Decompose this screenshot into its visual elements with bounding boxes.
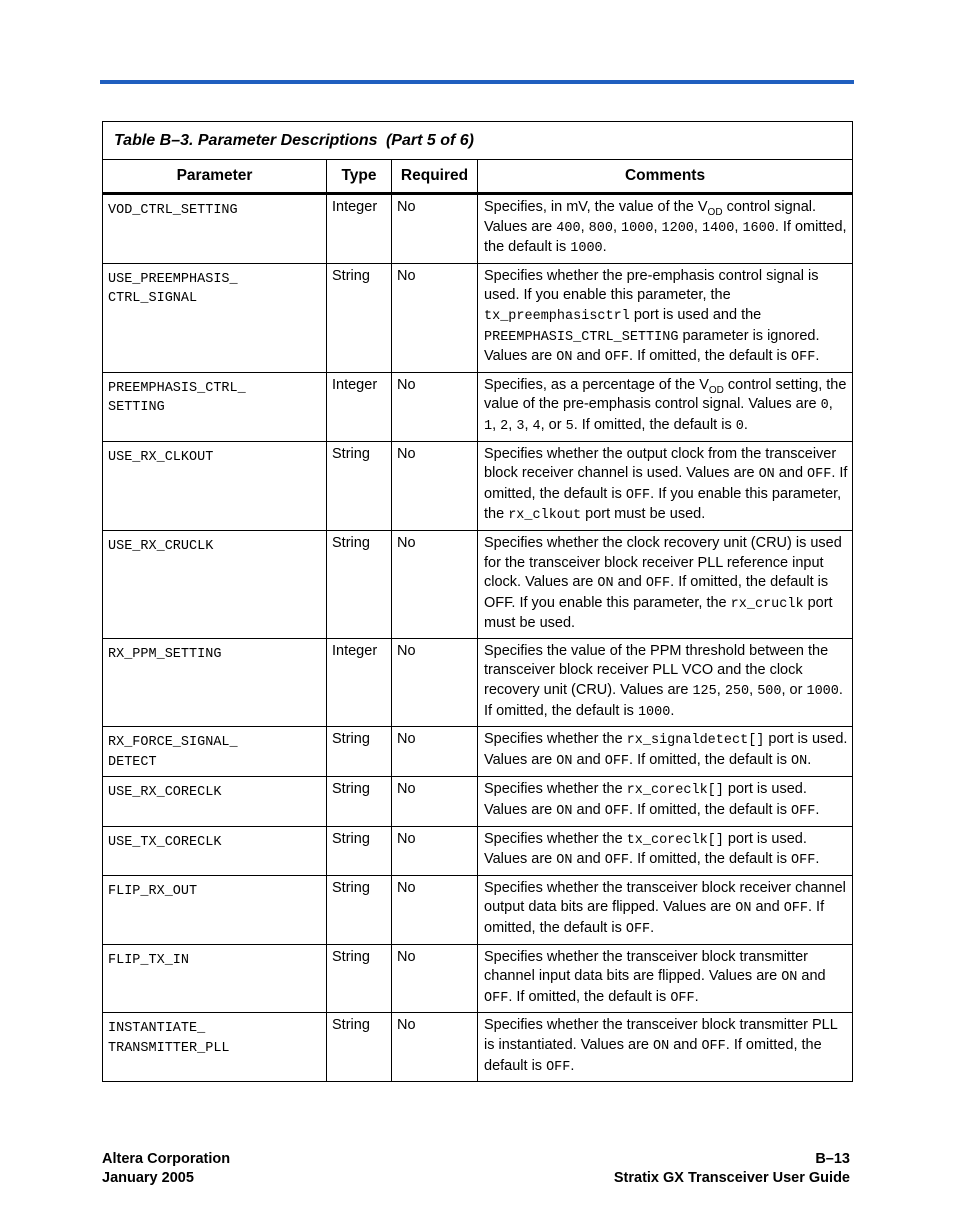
comment-text: .	[815, 851, 820, 868]
table-row	[103, 1013, 853, 1082]
comment-text: Specifies whether the output clock from the transceiver block receiver channel is used. Values are	[484, 445, 837, 482]
comment-text: . If omitted, the default is	[484, 218, 847, 256]
code-text: 250	[724, 684, 750, 700]
comment-text: . If omitted, the default is	[629, 348, 792, 365]
code-text: OFF	[604, 804, 630, 820]
comment-text: Specifies whether the transceiver block receiver channel output data bits are flipped. Values are	[484, 879, 846, 916]
code-text: ON	[556, 853, 573, 869]
comment-cell	[478, 875, 853, 944]
parameter-table	[102, 121, 853, 1082]
table-row	[103, 263, 853, 372]
parameter-name-line: TRANSMITTER_PLL	[108, 1040, 230, 1056]
subscript-text: OD	[707, 206, 723, 218]
code-text: rx_clkout	[508, 508, 582, 524]
footer-guide-title: Stratix GX Transceiver User Guide	[613, 1170, 850, 1186]
required-cell: No	[392, 638, 478, 726]
comment-text: Specifies whether the	[484, 731, 627, 748]
code-text: 4	[532, 418, 541, 434]
comment-text: Specifies the value of the PPM threshold between the transceiver block receiver PLL VCO and the clock recovery unit (CRU). Values are	[484, 642, 829, 699]
code-text: tx_preemphasisctrl	[484, 308, 630, 324]
comment-text: ,	[653, 218, 662, 235]
comment-text: .	[743, 416, 748, 433]
code-text: 125	[692, 684, 717, 700]
code-text: 0	[735, 418, 744, 434]
code-text: 2	[500, 418, 509, 434]
code-text: ON	[758, 467, 775, 483]
code-text: OFF	[546, 1059, 571, 1075]
parameter-name-line: USE_RX_CRUCLK	[108, 538, 214, 554]
code-text: OFF	[625, 487, 651, 503]
type-cell: String	[327, 727, 392, 777]
table-row	[103, 777, 853, 826]
code-text: tx_coreclk[]	[626, 832, 724, 848]
comment-text: Specifies whether the pre-emphasis control signal is used. If you enable this parameter, the	[484, 267, 819, 304]
type-cell: Integer	[327, 372, 392, 441]
table-caption-row	[103, 122, 853, 160]
table-row	[103, 372, 853, 441]
comment-text: . If omitted, the default is	[484, 465, 848, 502]
code-text: OFF	[625, 922, 651, 937]
comment-text: and	[572, 348, 605, 365]
parameter-cell	[103, 530, 327, 638]
header-parameter: Parameter	[103, 160, 327, 194]
parameter-cell	[103, 826, 327, 875]
parameter-name-line: SETTING	[108, 400, 165, 416]
comment-text: Specifies whether the transceiver block transmitter PLL is instantiated. Values are	[484, 1017, 838, 1053]
comment-text: . If omitted, the default is	[508, 988, 671, 1005]
comment-cell	[478, 194, 853, 264]
comment-text: .	[807, 751, 812, 768]
required-cell: No	[392, 875, 478, 944]
required-cell: No	[392, 530, 478, 638]
parameter-name-line: USE_RX_CORECLK	[108, 785, 222, 801]
required-cell: No	[392, 777, 478, 826]
code-text: 1000	[621, 220, 654, 236]
comment-cell	[478, 826, 853, 875]
footer-right	[614, 1150, 850, 1188]
required-cell: No	[392, 727, 478, 777]
header-type: Type	[327, 160, 392, 194]
code-text: 1400	[701, 220, 735, 236]
code-text: OFF	[791, 804, 816, 820]
comment-cell	[478, 727, 853, 777]
comment-text: . If omitted, the default is	[484, 682, 843, 719]
table-row	[103, 530, 853, 638]
parameter-cell	[103, 638, 327, 726]
comment-text: port is used. Values are	[484, 781, 807, 819]
required-cell: No	[392, 826, 478, 875]
parameter-cell	[103, 372, 327, 441]
parameter-cell	[103, 875, 327, 944]
comment-text: port must be used.	[581, 506, 706, 523]
comment-cell	[478, 530, 853, 638]
type-cell: String	[327, 263, 392, 372]
comment-text: ,	[524, 416, 533, 433]
parameter-name-line: USE_TX_CORECLK	[108, 834, 222, 850]
code-text: OFF	[791, 350, 816, 366]
type-cell: String	[327, 944, 392, 1013]
code-text: rx_coreclk[]	[626, 783, 724, 799]
parameter-name-line: INSTANTIATE_	[108, 1021, 206, 1037]
parameter-cell	[103, 1013, 327, 1082]
code-text: ON	[556, 753, 573, 769]
comment-text: Specifies whether the	[484, 781, 627, 798]
required-cell: No	[392, 1013, 478, 1082]
required-cell: No	[392, 372, 478, 441]
comment-text: ,	[492, 416, 501, 433]
required-cell: No	[392, 441, 478, 530]
parameter-cell	[103, 441, 327, 530]
comment-text: port is used. Values are	[484, 830, 807, 868]
parameter-cell	[103, 194, 327, 264]
parameter-name-line: RX_PPM_SETTING	[108, 646, 222, 662]
table-row	[103, 875, 853, 944]
comment-text: parameter is ignored. Values are	[484, 327, 820, 365]
comment-text: and	[669, 1036, 702, 1053]
required-cell: No	[392, 263, 478, 372]
comment-text: control setting, the value of the pre-emphasis control signal. Values are	[484, 376, 847, 413]
code-text: ON	[791, 753, 808, 769]
code-text: OFF	[604, 753, 630, 769]
comment-text: Specifies whether the clock recovery unit (CRU) is used for the transceiver block receiver PLL reference input clock. Values are	[484, 534, 842, 591]
code-text: 1600	[742, 220, 775, 236]
code-text: OFF	[645, 576, 671, 592]
comment-cell	[478, 372, 853, 441]
comment-text: port is used and the	[629, 306, 762, 323]
code-text: 1	[484, 418, 493, 434]
comment-text: and	[613, 574, 646, 591]
table-row	[103, 826, 853, 875]
comment-text: ,	[828, 396, 833, 413]
comment-cell	[478, 638, 853, 726]
comment-text: Specifies whether the transceiver block transmitter channel input data bits are flipped. Values are	[484, 948, 808, 985]
comment-text: Specifies whether the	[484, 830, 627, 847]
code-text: ON	[653, 1038, 670, 1054]
footer-left	[102, 1150, 230, 1188]
comment-cell	[478, 263, 853, 372]
comment-text: and	[751, 899, 784, 916]
table-row	[103, 441, 853, 530]
table-row	[103, 638, 853, 726]
code-text: ON	[597, 576, 614, 592]
comment-text: .	[650, 920, 655, 936]
parameter-cell	[103, 727, 327, 777]
comment-text: . If omitted, the default is	[573, 416, 736, 433]
type-cell: Integer	[327, 194, 392, 264]
code-text: OFF	[791, 853, 816, 869]
table-caption-part: (Part 5 of 6)	[385, 132, 474, 149]
comment-text: and	[572, 851, 605, 868]
code-text: ON	[556, 350, 573, 366]
table-caption-title: Table B–3. Parameter Descriptions	[114, 132, 378, 149]
comment-text: Specifies, in mV, the value of the V	[484, 199, 708, 215]
parameter-name-line: VOD_CTRL_SETTING	[108, 203, 238, 218]
comment-cell	[478, 441, 853, 530]
parameter-name-line: RX_FORCE_SIGNAL_	[108, 735, 238, 751]
comment-text: control signal. Values are	[484, 199, 817, 235]
parameter-cell	[103, 944, 327, 1013]
comment-text: .	[570, 1057, 575, 1074]
subscript-text: OD	[708, 384, 724, 396]
code-text: PREEMPHASIS_CTRL_SETTING	[484, 329, 679, 345]
comment-text: port is used. Values are	[484, 731, 848, 768]
footer-date: January 2005	[102, 1170, 194, 1186]
parameter-name-line: PREEMPHASIS_CTRL_	[108, 380, 246, 396]
parameter-name-line: USE_PREEMPHASIS_	[108, 271, 238, 287]
type-cell: String	[327, 530, 392, 638]
code-text: 1200	[661, 220, 694, 236]
code-text: rx_signaldetect[]	[626, 733, 765, 749]
code-text: ON	[735, 901, 752, 917]
type-cell: String	[327, 1013, 392, 1082]
comment-text: ,	[693, 218, 702, 235]
code-text: OFF	[807, 467, 832, 483]
code-text: 1000	[570, 241, 603, 257]
code-text: OFF	[484, 990, 509, 1006]
comment-text: . If omitted, the default is OFF. If you enable this parameter, the	[484, 574, 829, 611]
comment-cell	[478, 1013, 853, 1082]
comment-text: . If you enable this parameter, the	[484, 485, 842, 523]
table-row	[103, 194, 853, 264]
comment-text: ,	[749, 682, 758, 699]
code-text: OFF	[783, 901, 808, 917]
footer-company: Altera Corporation	[102, 1151, 231, 1167]
parameter-table-wrap	[102, 121, 852, 1082]
comment-text: .	[670, 702, 675, 719]
code-text: OFF	[701, 1038, 726, 1054]
comment-text: and	[572, 802, 605, 819]
comment-cell	[478, 777, 853, 826]
comment-text: . If omitted, the default is	[629, 851, 792, 868]
comment-text: ,	[580, 218, 589, 235]
footer-page-number: B–13	[815, 1151, 850, 1167]
parameter-cell	[103, 777, 327, 826]
parameter-name-line: USE_RX_CLKOUT	[108, 449, 214, 465]
comment-text: . If omitted, the default is	[629, 751, 792, 768]
comment-text: and	[572, 751, 605, 768]
header-comments: Comments	[478, 160, 853, 194]
comment-text: , or	[540, 416, 566, 433]
type-cell: String	[327, 826, 392, 875]
comment-text: . If omitted, the default is	[484, 1036, 822, 1074]
table-body	[103, 194, 853, 1082]
comment-text: port must be used.	[484, 594, 833, 632]
code-text: OFF	[670, 990, 695, 1006]
type-cell: String	[327, 441, 392, 530]
parameter-name-line: CTRL_SIGNAL	[108, 291, 198, 307]
table-caption	[103, 122, 853, 160]
comment-text: . If omitted, the default is	[629, 802, 792, 819]
code-text: ON	[556, 804, 573, 820]
code-text: 500	[757, 684, 782, 700]
code-text: OFF	[604, 853, 630, 869]
code-text: 800	[588, 220, 613, 236]
comment-text: .	[815, 348, 820, 365]
table-header-row	[103, 160, 853, 194]
code-text: OFF	[604, 350, 630, 366]
comment-text: ,	[508, 416, 517, 433]
comment-cell	[478, 944, 853, 1013]
header-required: Required	[392, 160, 478, 194]
comment-text: . If omitted, the default is	[484, 899, 825, 936]
code-text: 400	[556, 220, 581, 236]
type-cell: String	[327, 777, 392, 826]
type-cell: String	[327, 875, 392, 944]
code-text: 1000	[637, 704, 671, 720]
table-row	[103, 944, 853, 1013]
parameter-cell	[103, 263, 327, 372]
code-text: 3	[516, 418, 525, 434]
comment-text: .	[602, 239, 607, 256]
code-text: 0	[820, 398, 829, 414]
comment-text: ,	[612, 218, 622, 235]
code-text: 5	[565, 418, 574, 434]
comment-text: ,	[716, 682, 725, 699]
comment-text: .	[694, 988, 699, 1005]
required-cell: No	[392, 194, 478, 264]
comment-text: , or	[781, 682, 807, 699]
comment-text: and	[774, 465, 808, 482]
type-cell: Integer	[327, 638, 392, 726]
parameter-name-line: DETECT	[108, 754, 157, 770]
code-text: rx_cruclk	[730, 596, 804, 612]
parameter-name-line: FLIP_TX_IN	[108, 952, 190, 968]
comment-text: Specifies, as a percentage of the V	[484, 376, 709, 393]
code-text: ON	[781, 970, 798, 986]
comment-text: and	[797, 968, 826, 985]
code-text: 1000	[806, 684, 839, 700]
table-row	[103, 727, 853, 777]
comment-text: ,	[734, 218, 743, 235]
comment-text: .	[815, 802, 820, 819]
top-rule	[100, 80, 854, 84]
required-cell: No	[392, 944, 478, 1013]
parameter-name-line: FLIP_RX_OUT	[108, 883, 198, 899]
